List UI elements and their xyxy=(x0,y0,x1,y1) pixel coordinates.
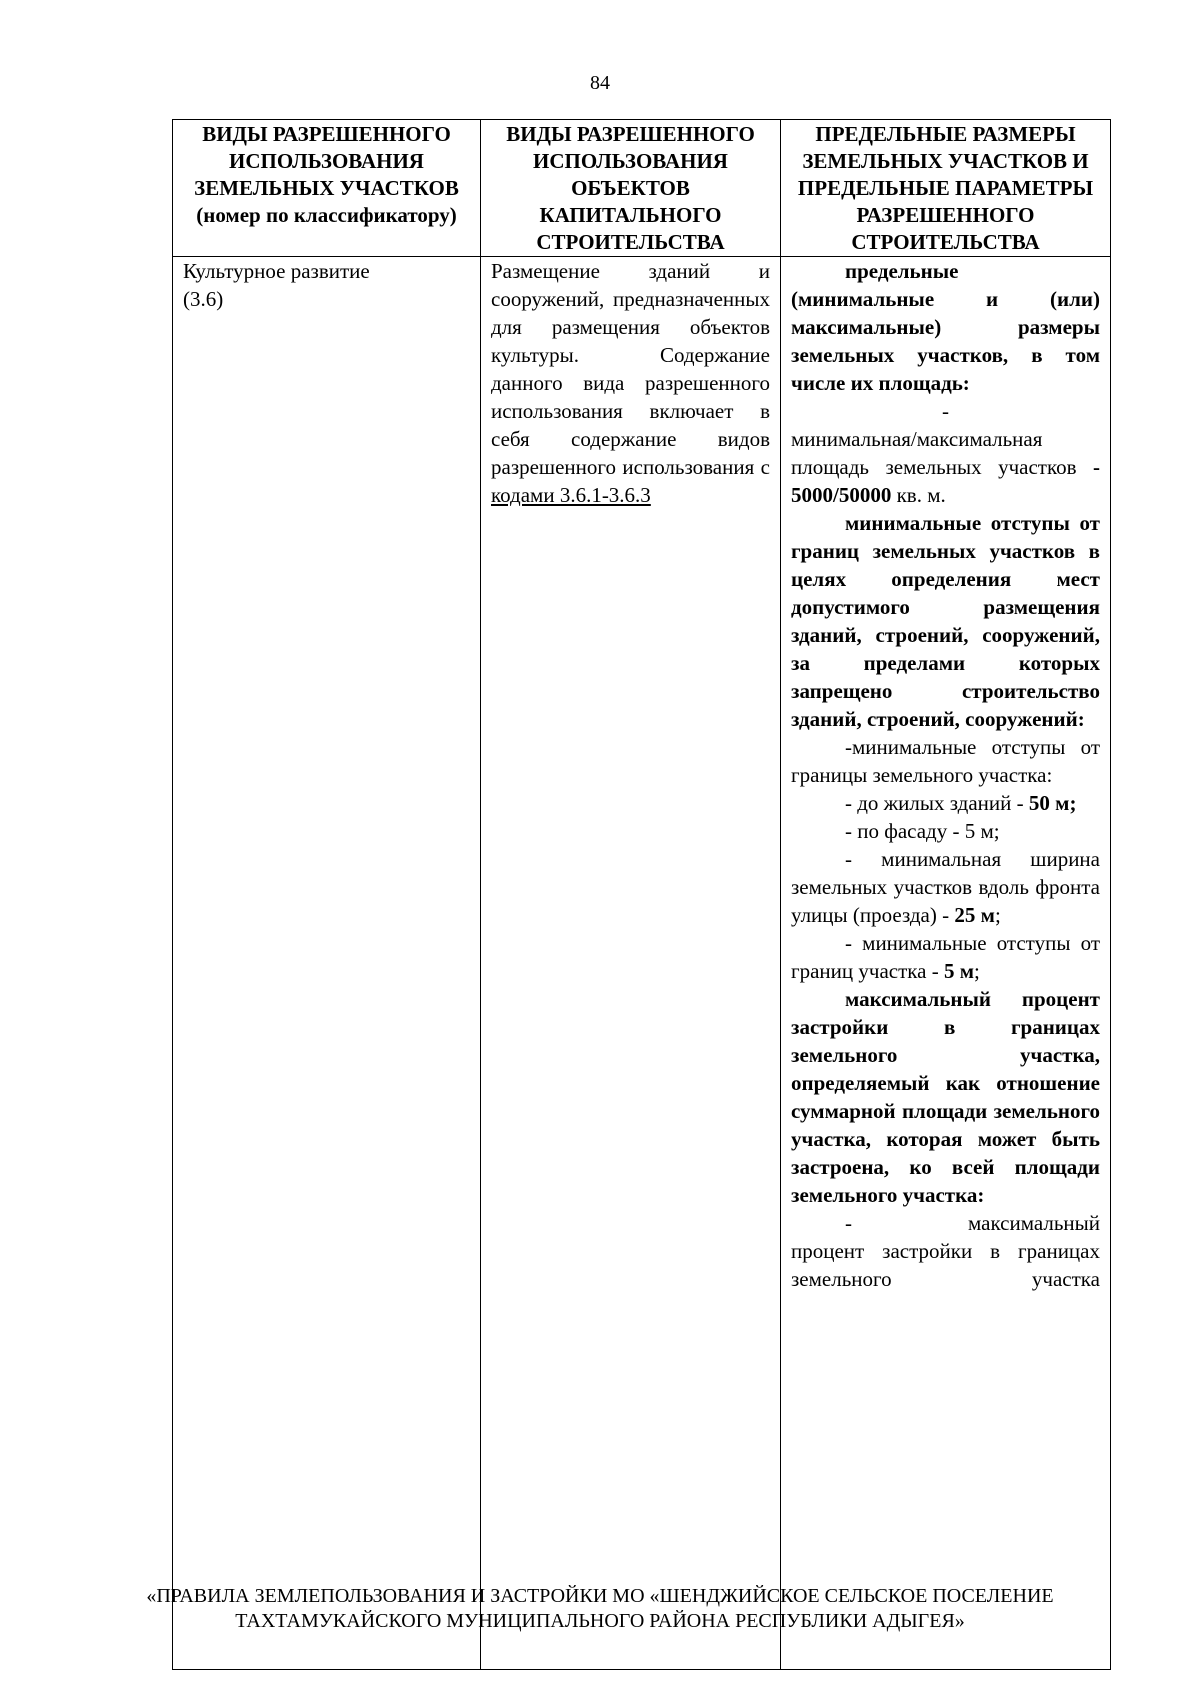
cell-land-use-type xyxy=(173,257,481,1670)
header-limit-parameters: ПРЕДЕЛЬНЫЕ РАЗМЕРЫ ЗЕМЕЛЬНЫХ УЧАСТКОВ И ПРЕДЕЛЬНЫЕ ПАРАМЕТРЫ РАЗРЕШЕННОГО СТРОИТЕЛЬСТВА xyxy=(781,120,1111,257)
land-use-name: Культурное развитие xyxy=(183,259,370,283)
setback-intro: -минимальные отступы от границы земельного участка: xyxy=(791,735,1100,787)
setback-heading: минимальные отступы от границ земельных участков в целях определения мест допустимого размещения зданий, строений, сооружений, за пределами которых запрещено строительство зданий, строений, сооружений: xyxy=(791,511,1100,731)
table-header-row xyxy=(173,120,1111,257)
min-width-value: 25 м xyxy=(954,903,995,927)
coverage-dash: - xyxy=(845,1211,852,1235)
cell-description xyxy=(481,257,781,1670)
codes-link[interactable]: кодами 3.6.1-3.6.3 xyxy=(491,483,651,507)
header-construction-use-types: ВИДЫ РАЗРЕШЕННОГО ИСПОЛЬЗОВАНИЯ ОБЪЕКТОВ КАПИТАЛЬНОГО СТРОИТЕЛЬСТВА xyxy=(481,120,781,257)
setback-residential-value: 50 м; xyxy=(1028,791,1077,815)
header-land-use-types xyxy=(173,120,481,257)
min-width-end: ; xyxy=(994,903,1001,927)
header-land-use-subtitle: (номер по классификатору) xyxy=(196,203,457,227)
min-width xyxy=(791,845,1100,929)
area-text: минимальная/максимальная площадь земельных участков xyxy=(791,427,1077,479)
document-footer xyxy=(0,1584,1200,1634)
setback-facade: - по фасаду - 5 м; xyxy=(845,819,1000,843)
area-limits xyxy=(791,425,1100,509)
description-body: Размещение зданий и сооружений, предназначенных для размещения объектов культуры. Содержание данного вида разрешенного использования включает в себя содержание видов разрешенного использования с xyxy=(491,259,770,479)
setback-residential-text: - до жилых зданий - xyxy=(845,791,1024,815)
area-unit: кв. м. xyxy=(896,483,946,507)
size-heading: предельные (минимальные и (или) максимальные) размеры земельных участков, в том числе их площадь: xyxy=(791,259,1100,395)
setback-boundary xyxy=(791,929,1100,985)
page-number: 84 xyxy=(590,72,610,94)
footer-line-2: ТАХТАМУКАЙСКОГО МУНИЦИПАЛЬНОГО РАЙОНА РЕСПУБЛИКИ АДЫГЕЯ» xyxy=(235,1610,965,1632)
coverage-label: максимальный xyxy=(968,1211,1100,1235)
coverage-line xyxy=(791,1209,1100,1237)
setback-boundary-end: ; xyxy=(974,959,980,983)
area-dash: - xyxy=(942,399,949,423)
min-width-text: - минимальная ширина земельных участков вдоль фронта улицы (проезда) - xyxy=(791,847,1100,927)
area-value: - 5000/50000 xyxy=(791,455,1100,507)
coverage-heading: максимальный процент застройки в границах земельного участка, определяемый как отношение суммарной площади земельного участка, которая может быть застроена, ко всей площади земельного участка: xyxy=(791,987,1100,1207)
coverage-text: процент застройки в границах земельного участка xyxy=(791,1239,1100,1291)
cell-parameters xyxy=(781,257,1111,1670)
table-row xyxy=(173,257,1111,1670)
setback-boundary-text: - минимальные отступы от границ участка - xyxy=(791,931,1100,983)
regulations-table xyxy=(172,119,1111,1670)
header-land-use-title: ВИДЫ РАЗРЕШЕННОГО ИСПОЛЬЗОВАНИЯ ЗЕМЕЛЬНЫХ УЧАСТКОВ xyxy=(194,122,459,200)
description-text xyxy=(491,257,770,509)
setback-boundary-value: 5 м xyxy=(943,959,975,983)
setback-residential xyxy=(791,789,1100,817)
footer-line-1: «ПРАВИЛА ЗЕМЛЕПОЛЬЗОВАНИЯ И ЗАСТРОЙКИ МО «ШЕНДЖИЙСКОЕ СЕЛЬСКОЕ ПОСЕЛЕНИЕ xyxy=(146,1585,1054,1607)
land-use-code: (3.6) xyxy=(183,287,224,311)
